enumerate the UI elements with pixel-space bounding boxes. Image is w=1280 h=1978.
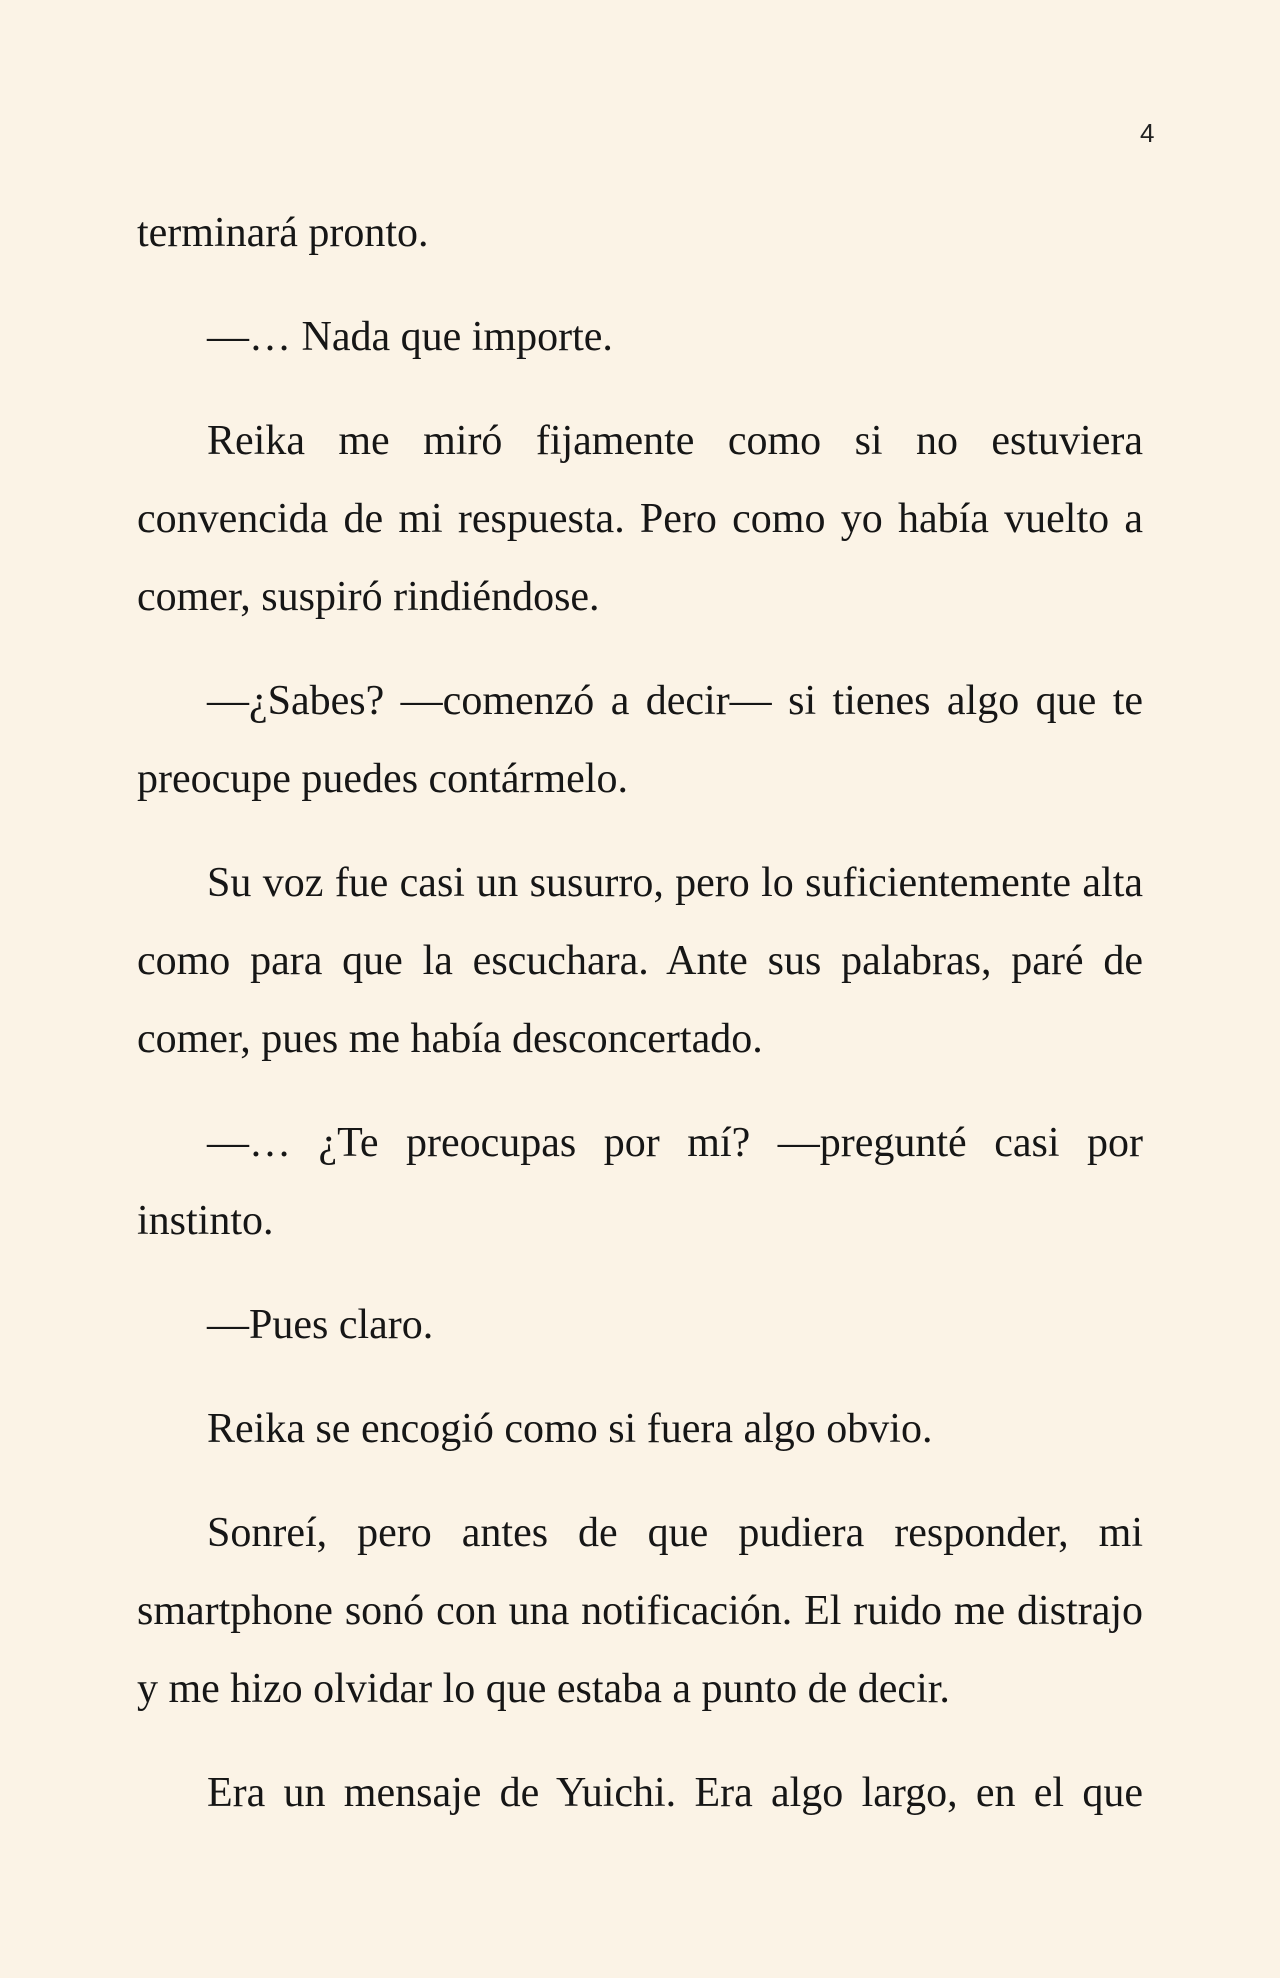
paragraph-continues-next-page: Era un mensaje de Yuichi. Era algo largo, en el que <box>207 1770 1143 1816</box>
page-number: 4 <box>1140 118 1155 148</box>
paragraph-dialogue: —… ¿Te preocupas por mí? —pregunté casi por instinto. <box>137 1120 1143 1244</box>
paragraph-continued: terminará pronto. <box>137 210 429 256</box>
paragraph: Reika me miró fijamente como si no estuviera convencida de mi respuesta. Pero como yo había vuelto a comer, suspiró rindiéndose. <box>137 418 1143 620</box>
paragraph: Sonreí, pero antes de que pudiera responder, mi smartphone sonó con una notificación. El ruido me distrajo y me hizo olvidar lo que estaba a punto de decir. <box>137 1510 1143 1712</box>
paragraph: Reika se encogió como si fuera algo obvio. <box>207 1406 933 1452</box>
paragraph: Su voz fue casi un susurro, pero lo suficientemente alta como para que la escuchara. Ante sus palabras, paré de comer, pues me había desconcertado. <box>137 860 1143 1062</box>
paragraph-dialogue: —Pues claro. <box>207 1302 434 1348</box>
body-text <box>137 194 1143 1858</box>
paragraph-dialogue: —… Nada que importe. <box>207 314 613 360</box>
paragraph-dialogue: —¿Sabes? —comenzó a decir— si tienes algo que te preocupe puedes contármelo. <box>137 678 1143 802</box>
